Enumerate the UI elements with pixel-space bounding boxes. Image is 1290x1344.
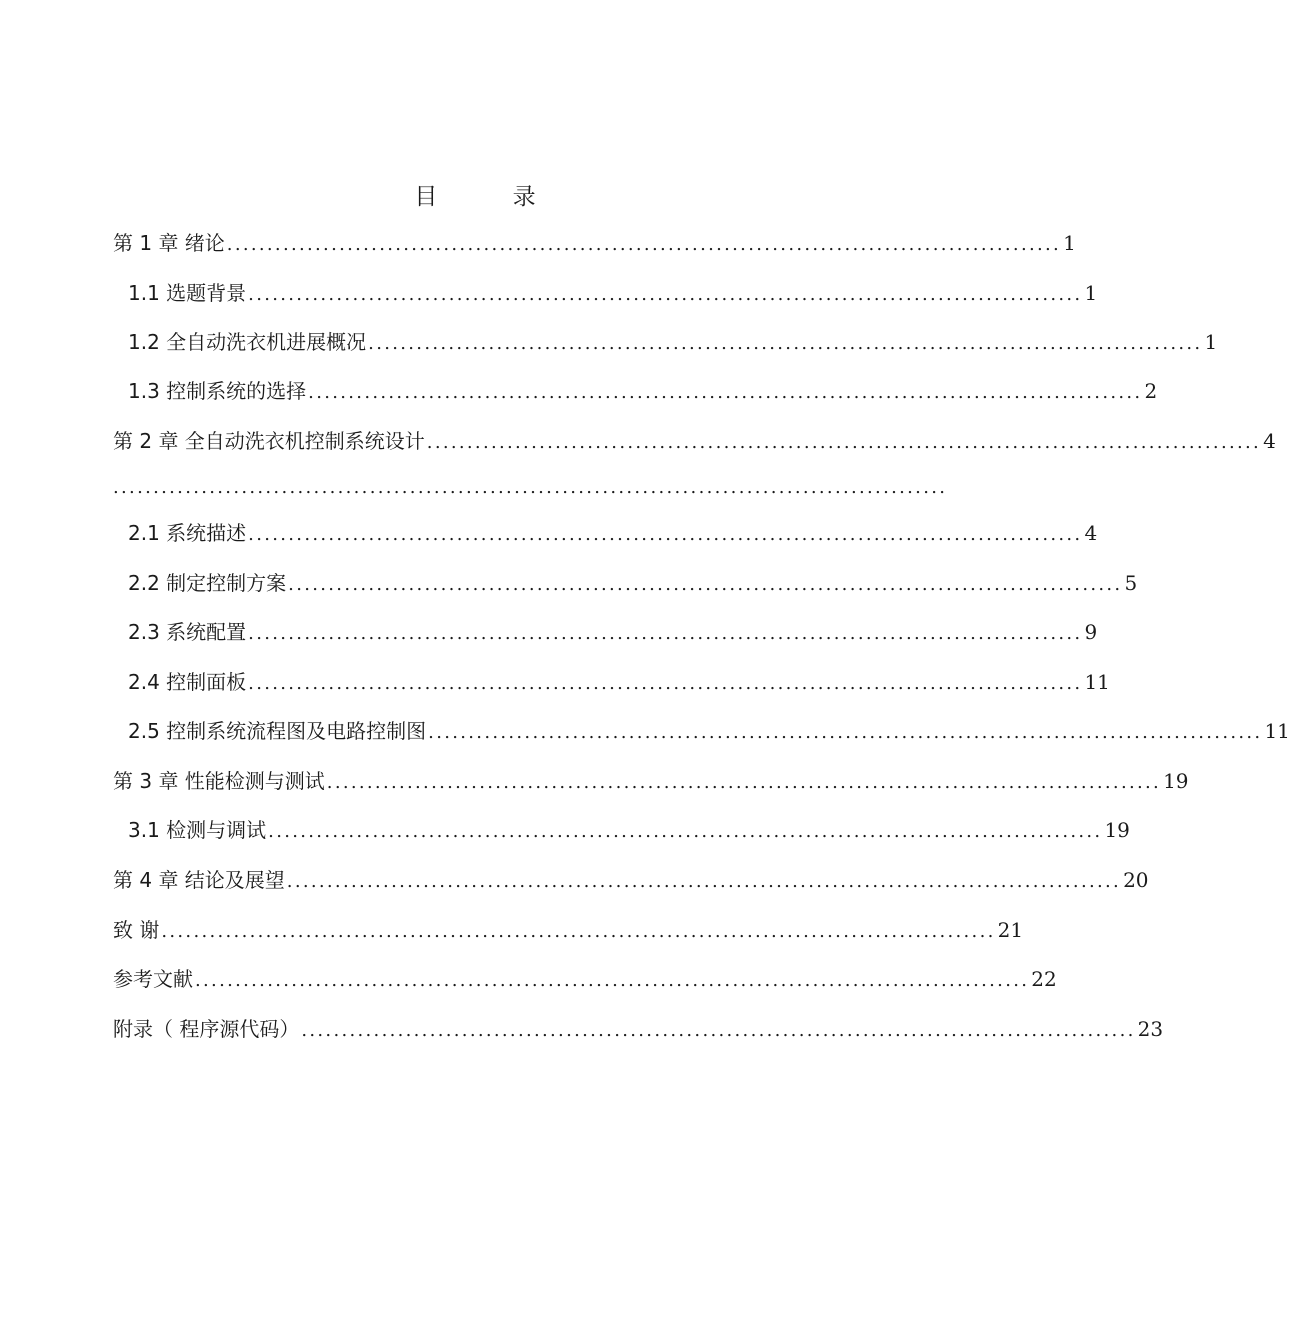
toc-entry — [113, 915, 1024, 945]
toc-page-number: 19 — [1163, 769, 1189, 793]
toc-entry — [113, 228, 1076, 258]
toc-page-number: 4 — [1084, 521, 1098, 545]
toc-entry — [128, 278, 1098, 308]
toc-leader-dots: ........................................................................................................ — [301, 1020, 1136, 1041]
toc-leader-dots: ........................................................................................................ — [286, 871, 1122, 892]
toc-entry-label: 第 4 章 结论及展望 — [113, 868, 285, 892]
toc-entry-overflow — [113, 473, 948, 503]
toc-leader-dots: ........................................................................................................ — [268, 821, 1103, 842]
toc-entry-label: 2.3 系统配置 — [128, 620, 247, 644]
toc-entry-label: 第 2 章 全自动洗衣机控制系统设计 — [113, 429, 425, 453]
toc-entry — [128, 667, 1110, 697]
toc-entry — [113, 766, 1189, 796]
toc-entry — [113, 964, 1057, 994]
toc-entry-label: 第 3 章 性能检测与测试 — [113, 769, 325, 793]
toc-page-number: 23 — [1137, 1017, 1164, 1041]
toc-page-number: 20 — [1123, 868, 1149, 892]
toc-entry-label: 附录（ 程序源代码） — [113, 1017, 300, 1041]
toc-page-number: 1 — [1084, 281, 1098, 305]
toc-page-number: 22 — [1031, 967, 1057, 991]
toc-page-number: 11 — [1264, 719, 1290, 743]
toc-entry-label: 参考文献 — [113, 967, 193, 991]
toc-entry — [113, 1014, 1164, 1044]
toc-entry-label: 1.1 选题背景 — [128, 281, 247, 305]
toc-leader-dots: ........................................................................................................ — [195, 970, 1030, 991]
toc-entry-label: 2.4 控制面板 — [128, 670, 247, 694]
toc-leader-dots: ........................................................................................................ — [426, 432, 1262, 453]
toc-entry — [128, 568, 1138, 598]
toc-page-number: 1 — [1204, 330, 1218, 354]
toc-entry — [113, 865, 1149, 895]
toc-entry-label: 2.5 控制系统流程图及电路控制图 — [128, 719, 427, 743]
toc-entry-label: 致 谢 — [113, 918, 160, 942]
toc-entry — [128, 327, 1218, 357]
toc-leader-dots: ........................................................................................................ — [428, 722, 1263, 743]
toc-leader-dots: ........................................................................................................ — [326, 772, 1162, 793]
toc-entry — [128, 716, 1290, 746]
toc-entry-label: 2.2 制定控制方案 — [128, 571, 287, 595]
toc-entry-label: 3.1 检测与调试 — [128, 818, 267, 842]
toc-entry — [128, 617, 1098, 647]
toc-leader-dots: ........................................................................................................ — [248, 673, 1083, 694]
toc-leader-dots: ........................................................................................................ — [248, 524, 1083, 545]
toc-entry-label: 第 1 章 绪论 — [113, 231, 225, 255]
toc-entry — [128, 376, 1158, 406]
toc-entry — [128, 815, 1130, 845]
toc-page-number: 11 — [1084, 670, 1110, 694]
toc-leader-dots: ........................................................................................................ — [248, 284, 1083, 305]
toc-page-number: 5 — [1124, 571, 1138, 595]
toc-leader-dots: ........................................................................................................ — [226, 234, 1062, 255]
toc-leader-dots: ........................................................................................................ — [248, 623, 1083, 644]
toc-page-number: 21 — [997, 918, 1024, 942]
toc-leader-dots: ........................................................................................................ — [161, 921, 996, 942]
toc-entry-label: 2.1 系统描述 — [128, 521, 247, 545]
toc-leader-dots: ........................................................................................................ — [113, 477, 948, 498]
toc-leader-dots: ........................................................................................................ — [308, 382, 1143, 403]
toc-page-number: 4 — [1263, 429, 1276, 453]
toc-title: 目 录 — [414, 184, 570, 210]
toc-entry-label: 1.2 全自动洗衣机进展概况 — [128, 330, 367, 354]
toc-page-number: 9 — [1084, 620, 1098, 644]
toc-page-number: 2 — [1144, 379, 1158, 403]
toc-page-number: 1 — [1063, 231, 1076, 255]
toc-entry — [113, 426, 1276, 456]
toc-entry-label: 1.3 控制系统的选择 — [128, 379, 307, 403]
toc-leader-dots: ........................................................................................................ — [288, 574, 1123, 595]
toc-page-number: 19 — [1104, 818, 1130, 842]
toc-entry — [128, 518, 1098, 548]
toc-leader-dots: ........................................................................................................ — [368, 333, 1203, 354]
